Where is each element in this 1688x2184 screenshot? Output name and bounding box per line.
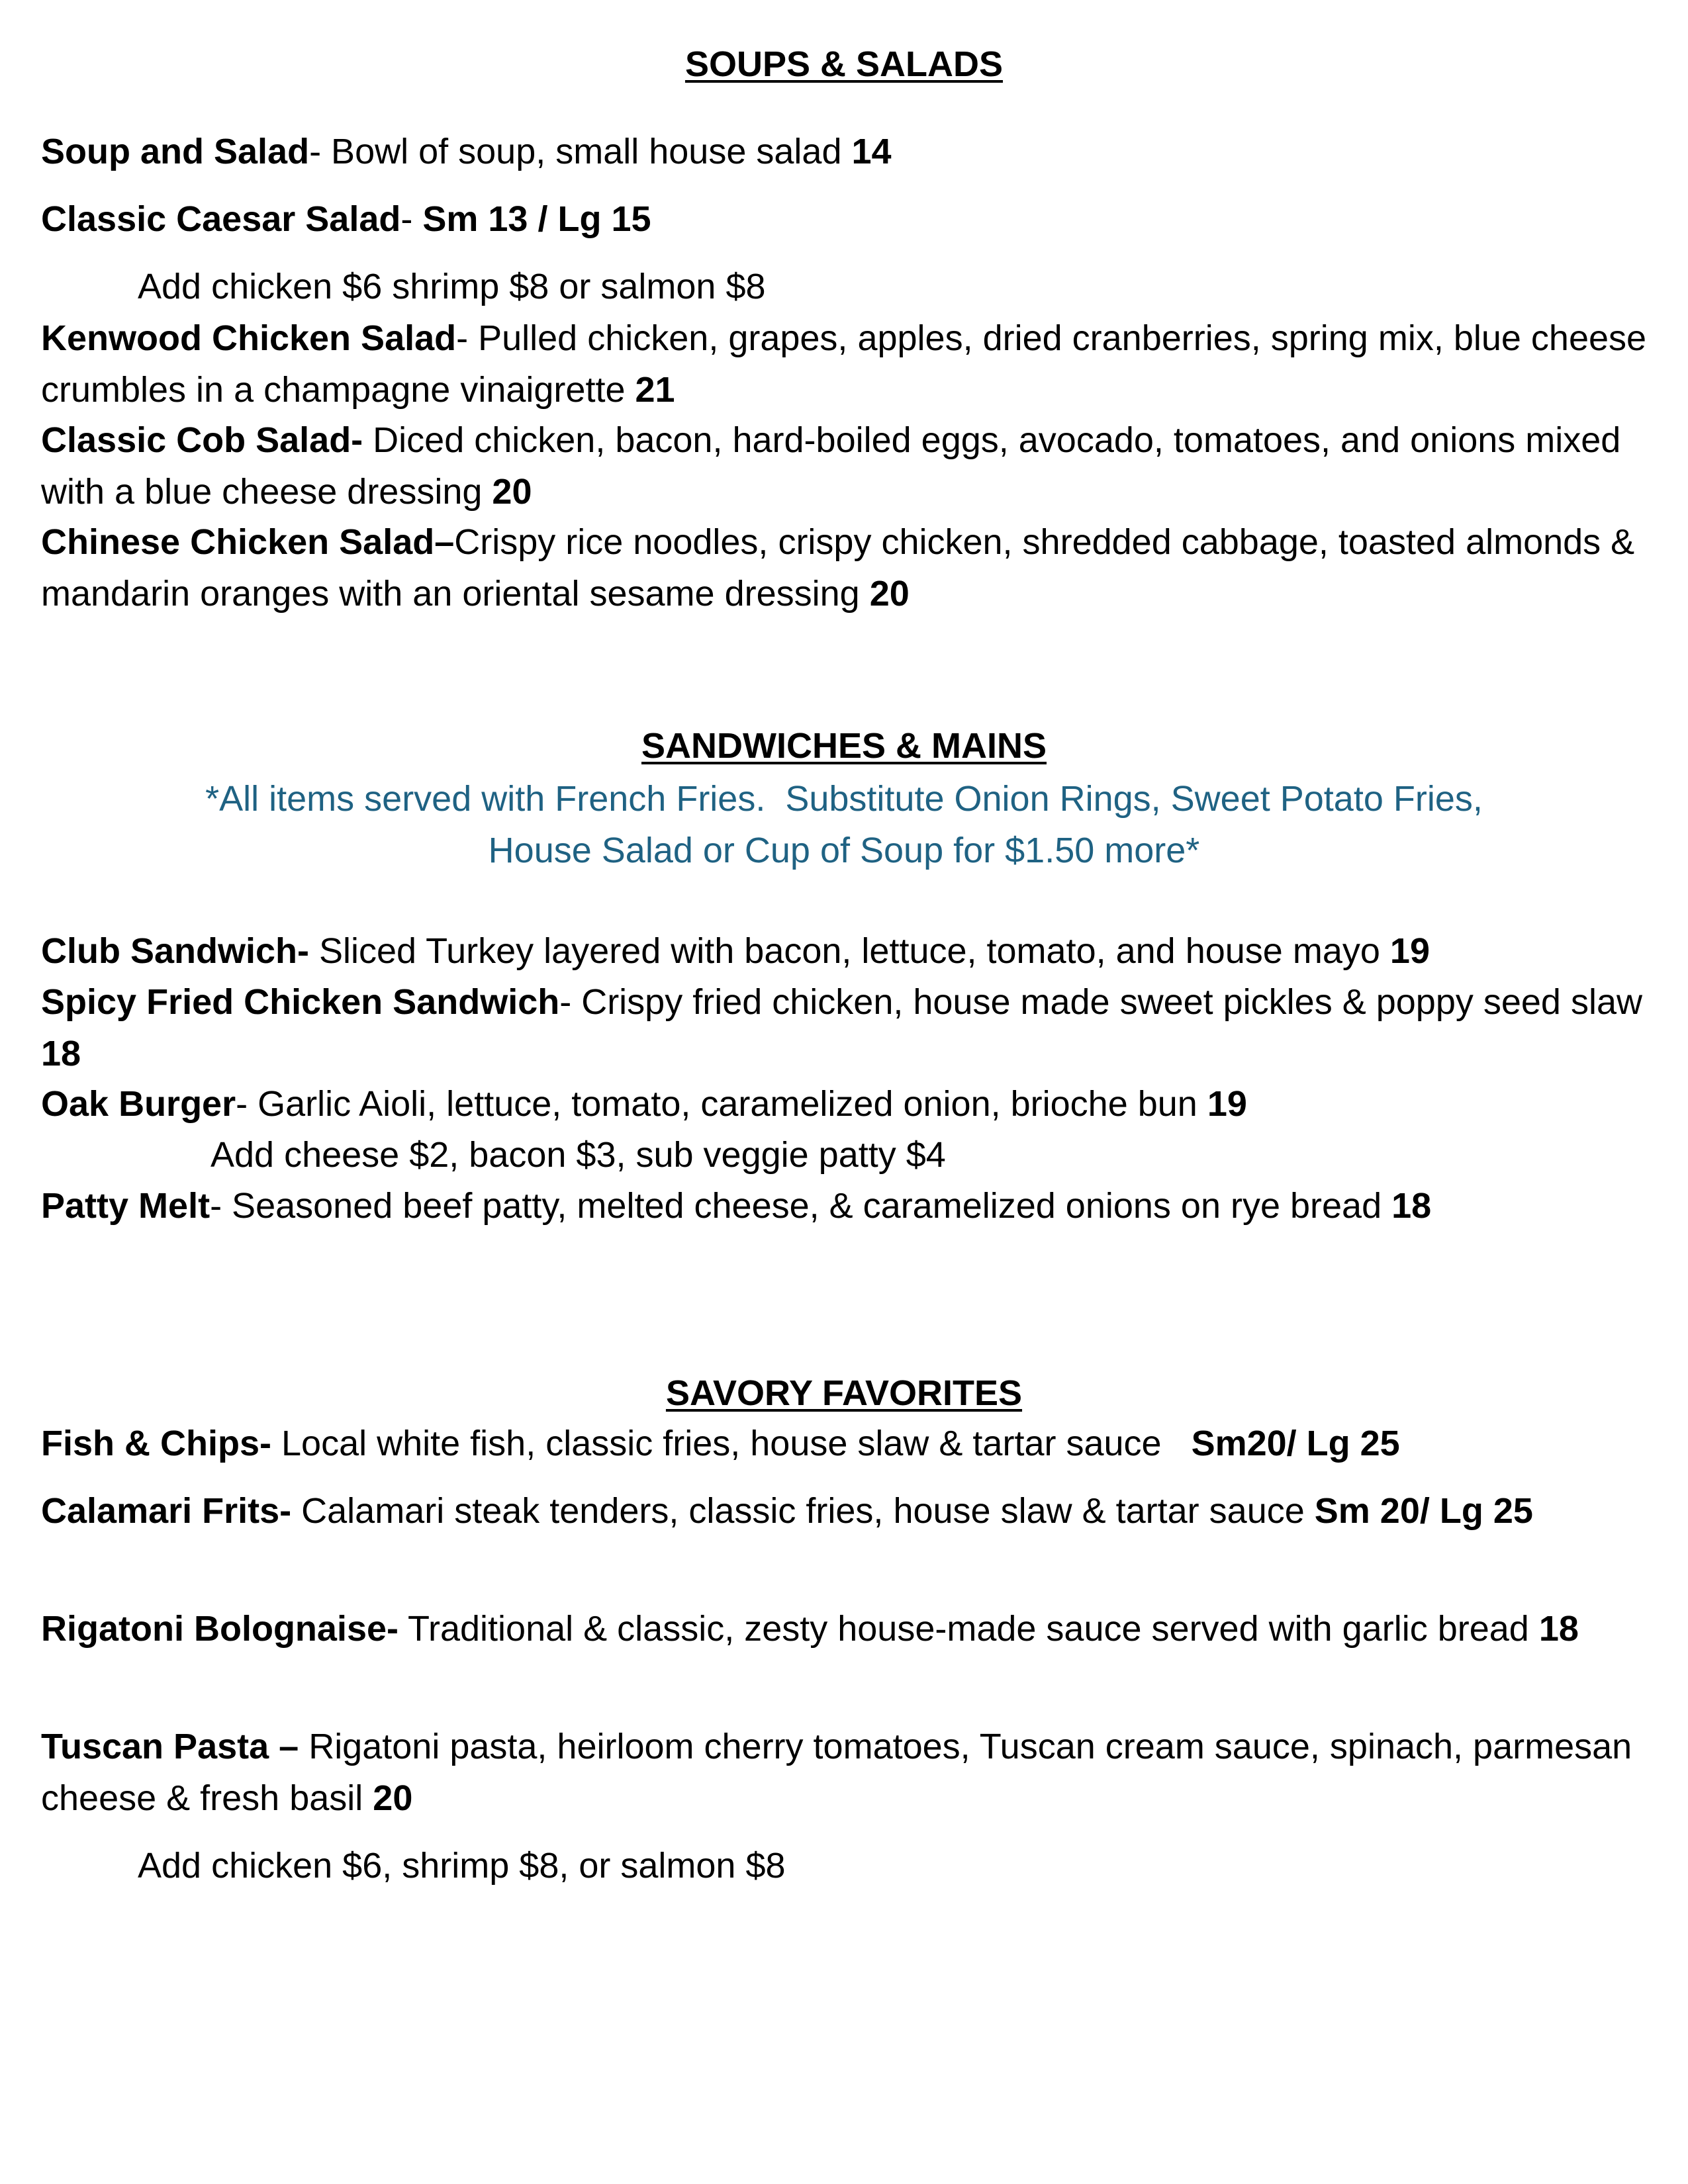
sides-note-line-2: House Salad or Cup of Soup for $1.50 more* <box>488 831 1200 870</box>
item-name: Soup and Salad <box>41 132 310 171</box>
item-description: Diced chicken, bacon, hard-boiled eggs, avocado, tomatoes, and onions mixed with a blue cheese dressing <box>41 420 1621 512</box>
item-price: 19 <box>1207 1084 1247 1124</box>
item-price: 21 <box>635 370 675 410</box>
menu-item <box>41 1721 1656 1824</box>
item-price: 20 <box>492 472 532 512</box>
item-name: Club Sandwich- <box>41 931 309 971</box>
item-price: Sm 20/ Lg 25 <box>1314 1491 1533 1531</box>
section-title-sandwiches-mains: SANDWICHES & MAINS <box>641 726 1047 766</box>
item-description: Calamari steak tenders, classic fries, house slaw & tartar sauce <box>291 1491 1315 1531</box>
item-description: - Bowl of soup, small house salad <box>309 132 852 171</box>
item-name: Calamari Frits- <box>41 1491 292 1531</box>
item-name: Patty Melt <box>41 1186 211 1226</box>
addon-line: Add cheese $2, bacon $3, sub veggie patty $4 <box>211 1135 946 1175</box>
item-price: 18 <box>1538 1609 1579 1649</box>
item-description: - Garlic Aioli, lettuce, tomato, caramelized onion, brioche bun <box>236 1084 1207 1124</box>
menu-item <box>41 126 1656 177</box>
addon-line: Add chicken $6, shrimp $8, or salmon $8 <box>138 1846 786 1886</box>
item-price: 20 <box>869 574 910 614</box>
item-price: Sm20/ Lg 25 <box>1191 1424 1400 1463</box>
menu-item <box>41 1180 1656 1232</box>
menu-item <box>41 925 1656 977</box>
item-description: Sliced Turkey layered with bacon, lettuce, tomato, and house mayo <box>309 931 1390 971</box>
item-price: 19 <box>1389 931 1430 971</box>
item-name: Classic Cob Salad- <box>41 420 363 460</box>
menu-item <box>41 1078 1656 1130</box>
item-price: Sm 13 / Lg 15 <box>422 199 651 239</box>
menu-item <box>41 1603 1656 1655</box>
item-description: - Pulled chicken, grapes, apples, dried cranberries, spring mix, blue cheese crumbles in a champagne vinaigrette <box>41 318 1647 410</box>
menu-item <box>41 1418 1656 1469</box>
item-name: Tuscan Pasta – <box>41 1727 299 1766</box>
item-description: - <box>400 199 423 239</box>
menu-item <box>41 976 1656 1079</box>
item-price: 20 <box>373 1778 413 1818</box>
item-name: Chinese Chicken Salad– <box>41 522 455 562</box>
item-description: Traditional & classic, zesty house-made sauce served with garlic bread <box>399 1609 1539 1649</box>
addon-line: Add chicken $6 shrimp $8 or salmon $8 <box>138 267 766 306</box>
section-title-savory-favorites: SAVORY FAVORITES <box>665 1373 1023 1413</box>
item-description: Local white fish, classic fries, house slaw & tartar sauce <box>271 1424 1192 1463</box>
item-name: Rigatoni Bolognaise- <box>41 1609 399 1649</box>
item-name: Spicy Fried Chicken Sandwich <box>41 982 560 1022</box>
menu-item <box>41 1485 1656 1537</box>
menu-item <box>41 516 1656 619</box>
sides-note-line-1: *All items served with French Fries. Substitute Onion Rings, Sweet Potato Fries, <box>205 779 1483 819</box>
item-name: Classic Caesar Salad <box>41 199 401 239</box>
item-name: Oak Burger <box>41 1084 236 1124</box>
section-title-soups-salads: SOUPS & SALADS <box>684 44 1004 84</box>
item-description: Rigatoni pasta, heirloom cherry tomatoes, Tuscan cream sauce, spinach, parmesan cheese & fresh basil <box>41 1727 1632 1818</box>
menu-item <box>41 312 1656 416</box>
item-name: Kenwood Chicken Salad <box>41 318 457 358</box>
item-name: Fish & Chips- <box>41 1424 271 1463</box>
menu-item <box>41 414 1656 518</box>
item-description: - Seasoned beef patty, melted cheese, & caramelized onions on rye bread <box>210 1186 1392 1226</box>
item-description: - Crispy fried chicken, house made sweet pickles & poppy seed slaw <box>559 982 1642 1022</box>
menu-item <box>41 193 1656 245</box>
item-price: 18 <box>41 1034 81 1073</box>
item-description: Crispy rice noodles, crispy chicken, shredded cabbage, toasted almonds & mandarin oranges with an oriental sesame dressing <box>41 522 1635 614</box>
item-price: 14 <box>851 132 892 171</box>
item-price: 18 <box>1391 1186 1432 1226</box>
